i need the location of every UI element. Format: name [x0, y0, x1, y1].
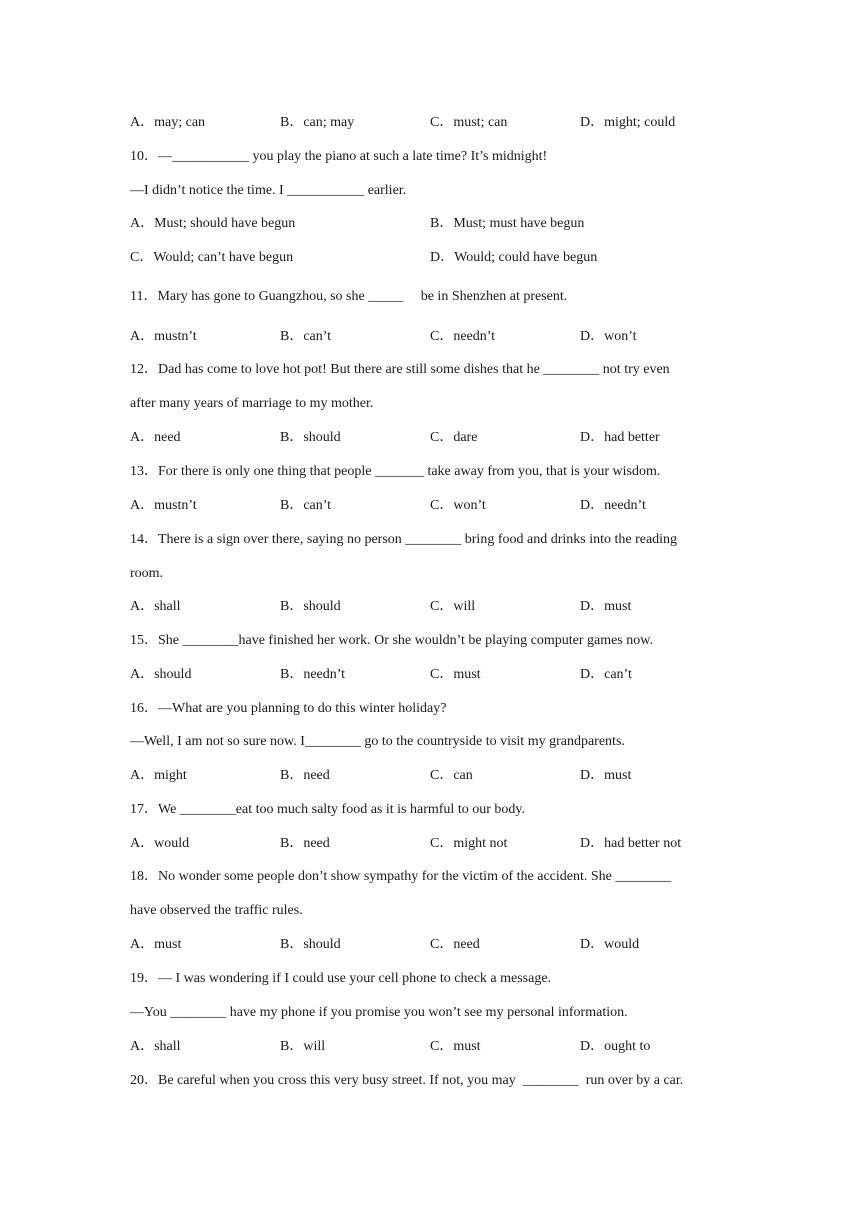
q9-option-c: C．must; can: [430, 115, 508, 130]
q19-response: —You ________ have my phone if you promise you won’t see my personal information.: [130, 1005, 628, 1020]
q18-option-a: A．must: [130, 937, 182, 952]
q18-stem-cont: have observed the traffic rules.: [130, 903, 303, 918]
q12-stem-cont: after many years of marriage to my mother.: [130, 396, 374, 411]
q9-option-a: A．may; can: [130, 115, 206, 130]
q16-option-d: D．must: [580, 768, 632, 783]
q17-option-c: C．might not: [430, 836, 508, 851]
q19-option-b: B．will: [280, 1039, 326, 1054]
q10-response: —I didn’t notice the time. I ___________ earlier.: [130, 183, 407, 198]
q14-option-a: A．shall: [130, 599, 181, 614]
q13-option-c: C．won’t: [430, 498, 486, 513]
q19-option-a: A．shall: [130, 1039, 181, 1054]
q17-option-b: B．need: [280, 836, 330, 851]
q12-option-b: B．should: [280, 430, 341, 445]
q14-option-c: C．will: [430, 599, 476, 614]
q16-option-c: C．can: [430, 768, 473, 783]
q15-option-d: D．can’t: [580, 667, 632, 682]
q15-option-c: C．must: [430, 667, 481, 682]
q13-option-a: A．mustn’t: [130, 498, 197, 513]
q19-option-c: C．must: [430, 1039, 481, 1054]
q10-option-b: B．Must; must have begun: [430, 216, 585, 231]
q12-stem: 12．Dad has come to love hot pot! But there are still some dishes that he ________ not try even: [130, 362, 670, 377]
q17-option-a: A．would: [130, 836, 190, 851]
q19-stem: 19．— I was wondering if I could use your cell phone to check a message.: [130, 971, 552, 986]
q19-option-d: D．ought to: [580, 1039, 651, 1054]
q16-stem: 16．—What are you planning to do this winter holiday?: [130, 701, 447, 716]
q13-stem: 13．For there is only one thing that people _______ take away from you, that is your wisdom.: [130, 464, 661, 479]
q10-option-a: A．Must; should have begun: [130, 216, 296, 231]
q15-option-b: B．needn’t: [280, 667, 346, 682]
q14-option-b: B．should: [280, 599, 341, 614]
q16-option-a: A．might: [130, 768, 187, 783]
q13-option-b: B．can’t: [280, 498, 332, 513]
q13-option-d: D．needn’t: [580, 498, 646, 513]
q14-stem: 14．There is a sign over there, saying no person ________ bring food and drinks into the reading: [130, 532, 678, 547]
q18-option-c: C．need: [430, 937, 480, 952]
q12-option-d: D．had better: [580, 430, 660, 445]
q10-option-c: C．Would; can’t have begun: [130, 250, 294, 265]
q12-option-c: C．dare: [430, 430, 478, 445]
q18-option-b: B．should: [280, 937, 341, 952]
q10-option-d: D．Would; could have begun: [430, 250, 598, 265]
q11-option-a: A．mustn’t: [130, 329, 197, 344]
q14-stem-cont: room.: [130, 566, 164, 581]
q9-option-d: D．might; could: [580, 115, 676, 130]
q17-option-d: D．had better not: [580, 836, 682, 851]
q12-option-a: A．need: [130, 430, 181, 445]
q11-option-c: C．needn’t: [430, 329, 496, 344]
q17-stem: 17．We ________eat too much salty food as it is harmful to our body.: [130, 802, 525, 817]
q16-response: —Well, I am not so sure now. I________ go to the countryside to visit my grandparents.: [130, 734, 625, 749]
q15-stem: 15．She ________have finished her work. Or she wouldn’t be playing computer games now.: [130, 633, 653, 648]
q11-option-b: B．can’t: [280, 329, 332, 344]
q20-stem: 20．Be careful when you cross this very busy street. If not, you may ________ run over by a car.: [130, 1073, 684, 1088]
q18-option-d: D．would: [580, 937, 640, 952]
q18-stem: 18．No wonder some people don’t show sympathy for the victim of the accident. She ________: [130, 869, 672, 884]
q9-option-b: B．can; may: [280, 115, 355, 130]
q16-option-b: B．need: [280, 768, 330, 783]
q11-option-d: D．won’t: [580, 329, 637, 344]
q10-stem: 10．—___________ you play the piano at such a late time? It’s midnight!: [130, 149, 548, 164]
q14-option-d: D．must: [580, 599, 632, 614]
q15-option-a: A．should: [130, 667, 192, 682]
q11-stem: 11．Mary has gone to Guangzhou, so she _____ be in Shenzhen at present.: [130, 289, 568, 304]
